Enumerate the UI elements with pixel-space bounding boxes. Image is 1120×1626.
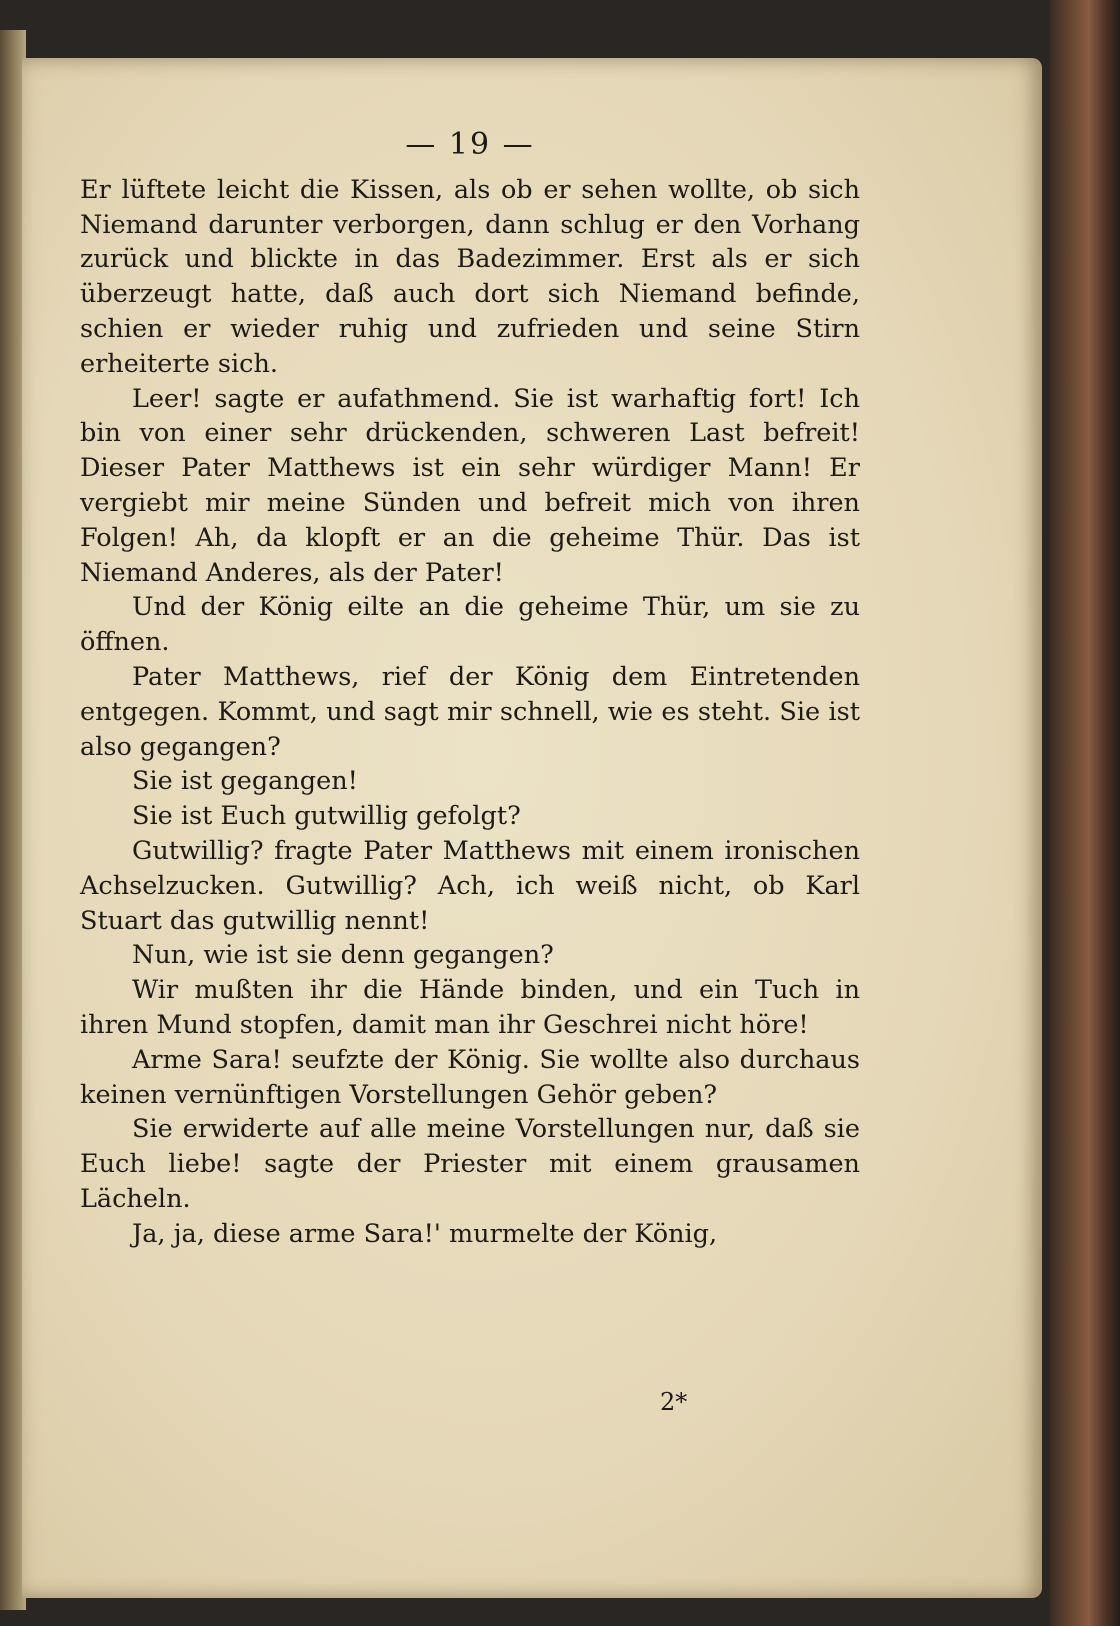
book-spine (1050, 0, 1120, 1626)
paragraph-2: Leer! sagte er aufathmend. Sie ist warhaftig fort! Ich bin von einer sehr drückenden, schweren Last befreit! Dieser Pater Matthews ist ein sehr würdiger Mann! Er vergiebt mir meine Sünden und befreit mich von ihren Folgen! Ah, da klopft er an die geheime Thür. Das ist Niemand Anderes, als der Pater! (80, 383, 860, 588)
signature-mark: 2* (660, 1388, 688, 1416)
paragraph-10: Arme Sara! seufzte der König. Sie wollte also durchaus keinen vernünftigen Vorstellungen Gehör geben? (80, 1044, 860, 1110)
page-content (80, 128, 860, 1252)
paragraph-6: Sie ist Euch gutwillig gefolgt? (132, 801, 521, 832)
paragraph-9: Wir mußten ihr die Hände binden, und ein Tuch in ihren Mund stopfen, damit man ihr Geschrei nicht höre! (80, 975, 860, 1040)
paragraph-5: Sie ist gegangen! (132, 766, 358, 797)
book-page (22, 58, 1042, 1598)
paragraph-3: Und der König eilte an die geheime Thür, um sie zu öffnen. (80, 592, 860, 658)
page-number: — 19 — (405, 127, 535, 162)
paragraph-7: Gutwillig? fragte Pater Matthews mit einem ironischen Achselzucken. Gutwillig? Ach, ich weiß nicht, ob Karl Stuart das gutwillig nennt! (80, 835, 860, 936)
paragraph-11: Sie erwiderte auf alle meine Vorstellungen nur, daß sie Euch liebe! sagte der Priester mit einem grausamen Lächeln. (80, 1114, 860, 1214)
paragraph-4: Pater Matthews, rief der König dem Eintretenden entgegen. Kommt, und sagt mir schnell, wie es steht. Sie ist also gegangen? (80, 661, 860, 762)
paragraph-12: Ja, ja, diese arme Sara!' murmelte der König, (132, 1218, 718, 1249)
paragraph-1: Er lüftete leicht die Kissen, als ob er sehen wollte, ob sich Niemand darunter verborgen, dann schlug er den Vorhang zurück und blickte in das Badezimmer. Erst als er sich überzeugt hatte, daß auch dort sich Niemand befinde, schien er wieder ruhig und zufrieden und seine Stirn erheiterte sich. (80, 174, 860, 379)
paragraph-8: Nun, wie ist sie denn gegangen? (132, 940, 554, 971)
